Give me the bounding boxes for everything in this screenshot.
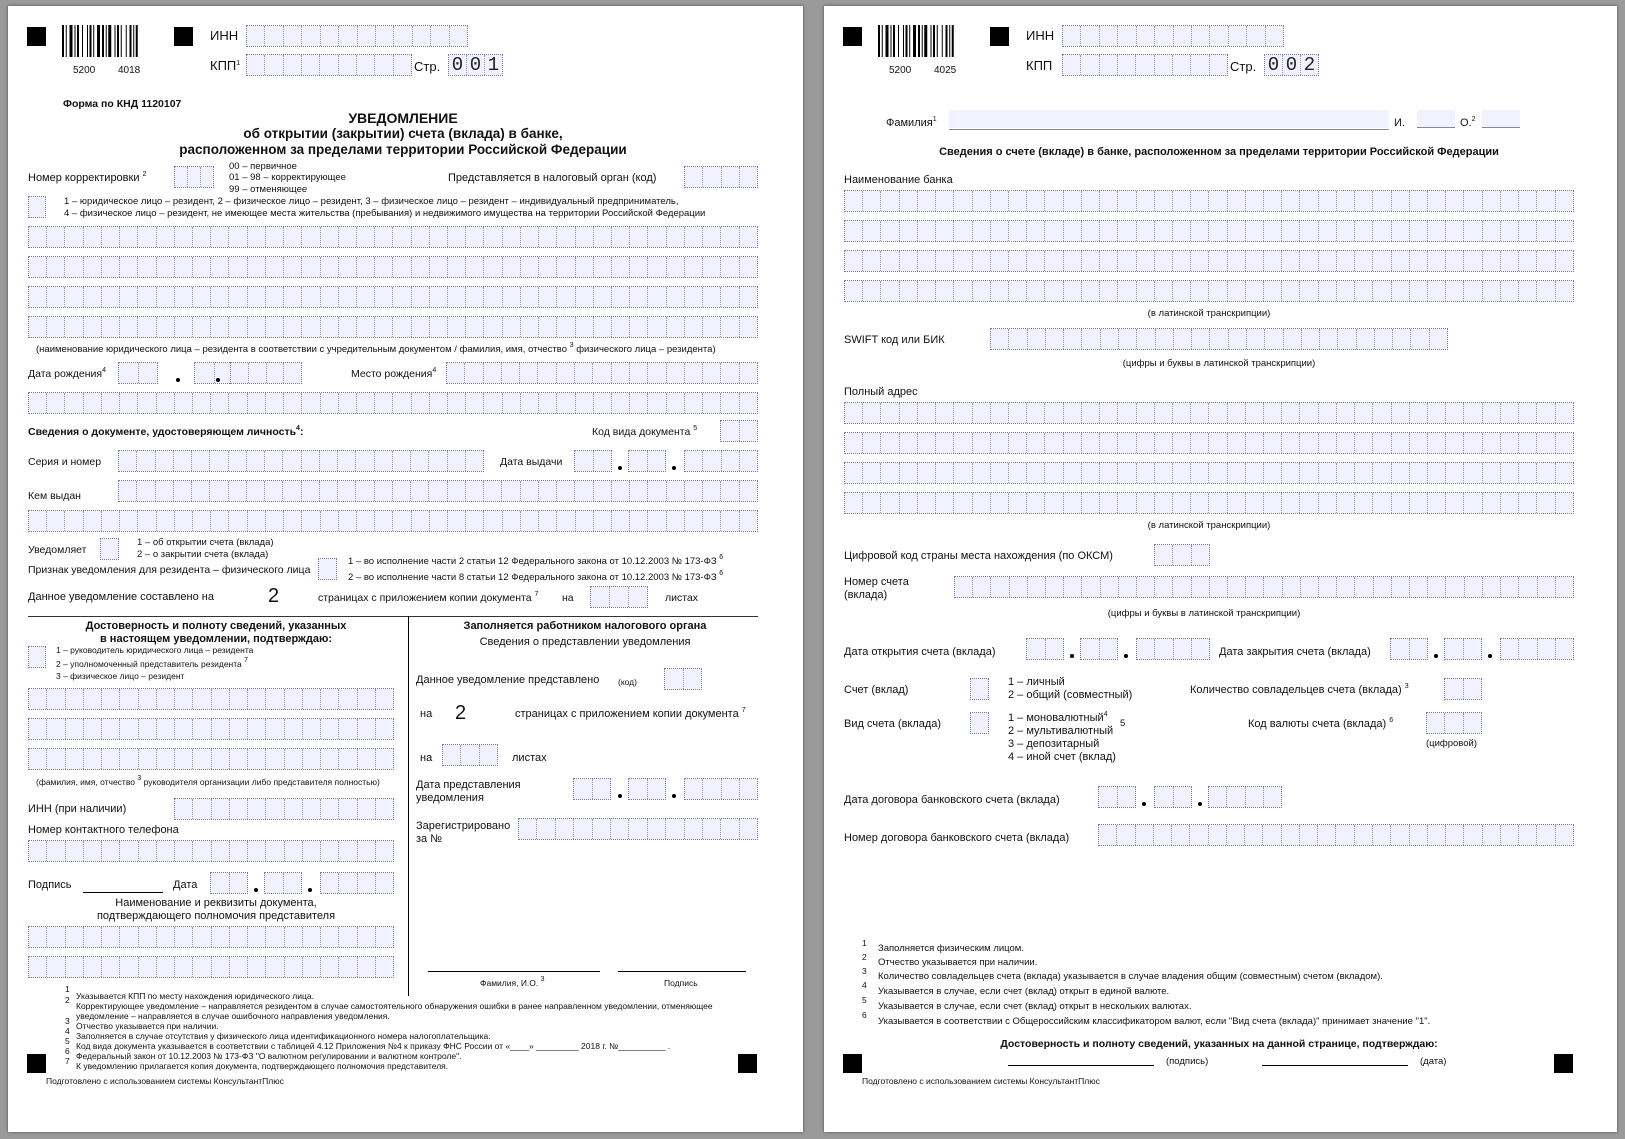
- initial-i-label: И.: [1394, 117, 1405, 129]
- date-separator: [254, 888, 258, 892]
- date-separator: [216, 378, 220, 382]
- footnote: Заполняется в случае отсутствия у физического лица идентификационного номера налогоплательщика.: [76, 1031, 491, 1041]
- registered-label: Зарегистрировано: [416, 820, 511, 832]
- inn-optional-label: ИНН (при наличии): [28, 803, 127, 815]
- acc-type-option: 2 – мультивалютный: [1008, 725, 1114, 737]
- fio-sign-caption: Фамилия, И.О. $^3$: [480, 976, 545, 988]
- corner-marker: [174, 27, 193, 46]
- doc-name-input-line[interactable]: [28, 956, 394, 978]
- column-divider: [408, 616, 409, 996]
- section-divider: [28, 616, 758, 617]
- corner-marker: [990, 27, 1009, 46]
- acc-type-label: Вид счета (вклада): [844, 718, 942, 730]
- bank-name-input-line[interactable]: [844, 190, 1574, 212]
- footnote-number: 1: [65, 984, 70, 994]
- form-page-1: [8, 6, 803, 1132]
- inn-input[interactable]: [246, 25, 468, 47]
- sheets-label: листах: [665, 592, 699, 604]
- inn-label: ИНН: [1026, 28, 1055, 43]
- account-option: 2 – общий (совместный): [1008, 689, 1133, 701]
- address-input-line[interactable]: [844, 492, 1574, 514]
- submission-heading: Сведения о представлении уведомления: [479, 636, 691, 648]
- footnote: Указывается КПП по месту нахождения юридического лица.: [76, 991, 314, 1001]
- contract-month-input[interactable]: [1154, 786, 1192, 808]
- surname-underline: [949, 129, 1389, 130]
- form-code: Форма по КНД 1120107: [63, 98, 182, 110]
- coowners-label: Количество совладельцев счета (вклада) $^3$: [1190, 683, 1409, 696]
- sign-month-input[interactable]: [264, 872, 302, 894]
- issue-month-input[interactable]: [628, 450, 666, 472]
- barcode-number-right: 4018: [118, 65, 141, 76]
- correction-label: Номер корректировки $^2$: [28, 171, 147, 184]
- issue-date-label: Дата выдачи: [500, 456, 563, 468]
- footnote: Указывается в соответствии с Общероссийским классификатором валют, если "Вид счета (вклада)" принимает значение "1".: [878, 1016, 1431, 1027]
- account-number-input[interactable]: [954, 576, 1574, 598]
- date-separator: [672, 794, 676, 798]
- page-label: Стр.: [414, 59, 441, 74]
- footnote-number: 3: [65, 1016, 70, 1026]
- sign-caption: (подпись): [1166, 1056, 1209, 1067]
- sign-option: 2 – во исполнение части 8 статьи 12 Федерального закона от 10.12.2003 № 173-ФЗ $^6$: [348, 570, 724, 583]
- date-separator: [618, 794, 622, 798]
- registered-label: за №: [416, 833, 443, 845]
- name-input-line[interactable]: [28, 256, 758, 278]
- tax-worker-heading: Заполняется работником налогового органа: [463, 620, 707, 632]
- footnote: Отчество указывается при наличии.: [76, 1021, 219, 1031]
- close-day-input[interactable]: [1390, 638, 1428, 660]
- tax-organ-input[interactable]: [684, 166, 758, 188]
- corner-marker: [1554, 1054, 1573, 1073]
- doc-name-input-line[interactable]: [28, 926, 394, 948]
- sign-year-input[interactable]: [320, 872, 394, 894]
- sign-option: 1 – во исполнение части 2 статьи 12 Федерального закона от 10.12.2003 № 173-ФЗ $^6$: [348, 554, 724, 567]
- footnote-number: 6: [65, 1046, 70, 1056]
- person-type-input[interactable]: [28, 196, 46, 218]
- correction-option: 00 – первичное: [229, 161, 297, 172]
- confirm-option: 3 – физическое лицо – резидент: [56, 671, 185, 681]
- kpp-label: КПП$^1$: [210, 58, 241, 73]
- acc-type-footnote: 5: [1120, 718, 1126, 729]
- date-separator: [672, 466, 676, 470]
- date-separator: [1142, 802, 1146, 806]
- code-caption: (код): [618, 677, 637, 687]
- composed-pages-value: 2: [268, 585, 280, 607]
- footnote-number: 5: [862, 995, 867, 1005]
- person-type-text: 4 – физическое лицо – резидент, не имеющее места жительства (пребывания) и недвижимого имущества на территории Российской Федерации: [64, 208, 706, 219]
- submit-date-label: уведомления: [416, 792, 484, 804]
- footnote: К уведомлению прилагается копия документа, подтверждающего полномочия представителя.: [76, 1061, 449, 1071]
- initial-o-label: О.$^2$: [1460, 116, 1476, 129]
- footnote: Указывается в случае, если счет (вклад) открыт в нескольких валютах.: [878, 1001, 1192, 1012]
- name-caption: (наименование юридического лица – резидента в соответствии с учредительным документом / фамилия, имя, отчество $^3$ физического лица – резидента): [36, 342, 716, 355]
- barcode-number-left: 5200: [73, 65, 96, 76]
- submit-date-label: Дата представления: [416, 779, 521, 791]
- footnote-number: 7: [65, 1056, 70, 1066]
- date-separator: [618, 466, 622, 470]
- address-label: Полный адрес: [844, 386, 918, 398]
- bank-name-input-line[interactable]: [844, 280, 1574, 302]
- doc-code-label: Код вида документа $^5$: [592, 425, 698, 438]
- barcode-icon: [62, 25, 166, 57]
- page-digit: 0: [466, 55, 484, 75]
- swift-input[interactable]: [990, 328, 1448, 350]
- address-input-line[interactable]: [844, 402, 1574, 424]
- acc-type-option: 3 – депозитарный: [1008, 738, 1100, 750]
- corner-marker: [738, 1054, 757, 1073]
- contract-year-input[interactable]: [1208, 786, 1282, 808]
- footnote-number: 2: [65, 995, 70, 1005]
- submit-year-input[interactable]: [684, 778, 758, 800]
- footnote-number: 5: [65, 1036, 70, 1046]
- corner-marker: [27, 1054, 46, 1073]
- latin-caption: (в латинской транскрипции): [1147, 520, 1271, 531]
- notify-option: 1 – об открытии счета (вклада): [137, 537, 274, 548]
- close-year-input[interactable]: [1500, 638, 1574, 660]
- open-month-input[interactable]: [1080, 638, 1118, 660]
- series-label: Серия и номер: [28, 456, 102, 468]
- fio-input-line[interactable]: [28, 748, 394, 770]
- kpp-label: КПП: [1026, 58, 1053, 73]
- issued-by-label: Кем выдан: [28, 490, 81, 502]
- surname-input[interactable]: [949, 110, 1389, 128]
- contract-date-label: Дата договора банковского счета (вклада): [844, 794, 1060, 806]
- open-year-input[interactable]: [1136, 638, 1210, 660]
- page-digit: 0: [1282, 55, 1300, 75]
- currency-code-input[interactable]: [1426, 712, 1482, 734]
- birth-place-label: Место рождения$^4$: [351, 367, 437, 380]
- on-label: на: [420, 708, 433, 720]
- account-option: 1 – личный: [1008, 676, 1065, 688]
- confirm-heading: Достоверность и полноту сведений, указанных на данной странице, подтверждаю:: [1000, 1038, 1438, 1050]
- birth-place-input[interactable]: [446, 362, 758, 384]
- signature-label: Подпись: [28, 879, 72, 891]
- contract-number-input[interactable]: [1098, 824, 1574, 846]
- pages-with-label: страницах с приложением копии документа $^7$: [515, 707, 746, 720]
- phone-label: Номер контактного телефона: [28, 824, 179, 836]
- sign-caption: Подпись: [664, 978, 698, 988]
- confirm-heading: Достоверность и полноту сведений, указанных: [85, 620, 347, 632]
- close-date-label: Дата закрытия счета (вклада): [1219, 646, 1371, 658]
- currency-code-label: Код валюты счета (вклада) $^6$: [1248, 717, 1394, 730]
- birth-date-label: Дата рождения$^4$: [28, 367, 106, 380]
- signature-line[interactable]: [1008, 1065, 1154, 1066]
- inn-optional-input[interactable]: [174, 798, 394, 820]
- page-label: Стр.: [1230, 59, 1257, 74]
- page-subtitle: об открытии (закрытии) счета (вклада) в банке,: [243, 126, 563, 141]
- pages-with-label: страницах с приложением копии документа $^7$: [318, 591, 539, 604]
- issued-by-input-line[interactable]: [28, 510, 758, 532]
- correction-option: 99 – отменяющее: [229, 184, 308, 195]
- corner-marker: [27, 27, 46, 46]
- correction-input[interactable]: [174, 166, 214, 188]
- issue-day-input[interactable]: [574, 450, 612, 472]
- signature-line[interactable]: [83, 892, 163, 893]
- page-subtitle: расположенном за пределами территории Российской Федерации: [179, 142, 627, 157]
- page-digit: 0: [1267, 54, 1280, 76]
- submitted-code-input[interactable]: [664, 668, 702, 690]
- page-digit: 1: [484, 55, 502, 75]
- initial-i-input[interactable]: [1417, 110, 1455, 128]
- series-input[interactable]: [118, 450, 484, 472]
- fio-caption: (фамилия, имя, отчество $^3$ руководителя организации либо представителя полностью): [36, 775, 380, 787]
- birth-day-input[interactable]: [118, 362, 158, 384]
- issued-by-input[interactable]: [118, 480, 758, 502]
- footnote-number: 4: [65, 1026, 70, 1036]
- surname-label: Фамилия$^1$: [886, 116, 937, 129]
- date-line[interactable]: [1262, 1065, 1408, 1066]
- confirm-type-input[interactable]: [28, 646, 46, 668]
- footnote-number: 6: [862, 1010, 867, 1020]
- date-separator: [1124, 654, 1128, 658]
- resident-sign-label: Признак уведомления для резидента – физического лица: [28, 564, 311, 576]
- phone-input[interactable]: [28, 840, 394, 862]
- account-number-label: Номер счета: [844, 576, 909, 588]
- page-number: [448, 54, 503, 76]
- account-number-label: (вклада): [844, 589, 888, 601]
- registered-number-input[interactable]: [518, 818, 758, 840]
- inn-label: ИНН: [210, 28, 239, 43]
- issue-year-input[interactable]: [684, 450, 758, 472]
- tax-organ-label: Представляется в налоговый орган (код): [448, 172, 657, 184]
- contract-number-label: Номер договора банковского счета (вклада): [844, 832, 1070, 844]
- footnote-number: 3: [862, 966, 867, 976]
- kpp-input[interactable]: [1062, 54, 1228, 76]
- acc-type-option: 4 – иной счет (вклад): [1008, 751, 1116, 763]
- close-month-input[interactable]: [1444, 638, 1482, 660]
- sheets-input[interactable]: [590, 586, 648, 608]
- inn-input[interactable]: [1062, 25, 1284, 47]
- on-label: на: [562, 592, 574, 604]
- address-input-line[interactable]: [844, 462, 1574, 484]
- initial-o-input[interactable]: [1482, 110, 1520, 128]
- fio-signature-line[interactable]: [428, 971, 600, 972]
- notifies-input[interactable]: [100, 538, 119, 560]
- country-code-input[interactable]: [1154, 544, 1210, 566]
- swift-label: SWIFT код или БИК: [844, 334, 945, 346]
- correction-option: 01 – 98 – корректирующее: [229, 172, 346, 183]
- acc-type-input[interactable]: [970, 712, 989, 734]
- contract-day-input[interactable]: [1098, 786, 1136, 808]
- date-separator: [1070, 654, 1074, 658]
- footnote: Заполняется физическим лицом.: [878, 943, 1024, 954]
- page-digit: 2: [1300, 55, 1318, 75]
- date-label: Дата: [173, 879, 198, 891]
- address-input-line[interactable]: [844, 432, 1574, 454]
- barcode-icon: [878, 25, 982, 57]
- coowners-input[interactable]: [1444, 678, 1482, 700]
- birth-place-input-line[interactable]: [28, 392, 758, 414]
- barcode-number-left: 5200: [889, 65, 912, 76]
- page-digit: 0: [451, 54, 464, 76]
- footnote: Отчество указывается при наличии.: [878, 957, 1038, 968]
- resident-sign-input[interactable]: [318, 558, 337, 580]
- doc-name-caption: Наименование и реквизиты документа,: [115, 897, 317, 909]
- person-type-text: 1 – юридическое лицо – резидент, 2 – физическое лицо – резидент, 3 – физическое лицо – резидент – индивидуальный предприниматель,: [64, 196, 679, 207]
- account-label: Счет (вклад): [844, 684, 909, 696]
- footnote: Указывается в случае, если счет (вклад) открыт в единой валюте.: [878, 986, 1170, 997]
- submitted-label: Данное уведомление представлено: [416, 674, 600, 686]
- open-day-input[interactable]: [1026, 638, 1064, 660]
- name-input-line[interactable]: [28, 286, 758, 308]
- sheets2-input[interactable]: [442, 744, 498, 766]
- on-label: на: [420, 752, 433, 764]
- birth-year-input[interactable]: [230, 362, 302, 384]
- prepared-note: Подготовлено с использованием системы КонсультантПлюс: [862, 1076, 1100, 1086]
- submit-month-input[interactable]: [628, 778, 666, 800]
- composed-label: Данное уведомление составлено на: [28, 591, 214, 603]
- signature-line[interactable]: [618, 971, 746, 972]
- corner-marker: [843, 1054, 862, 1073]
- fio-input-line[interactable]: [28, 688, 394, 710]
- doc-code-input[interactable]: [720, 420, 758, 442]
- doc-name-caption: подтверждающего полномочия представителя: [96, 910, 336, 922]
- form-page-2: [824, 6, 1617, 1132]
- footnote-number: 2: [862, 952, 867, 962]
- date-separator: [308, 888, 312, 892]
- footnote: Федеральный закон от 10.12.2003 № 173-ФЗ "О валютном регулировании и валютном контроле".: [76, 1051, 462, 1061]
- notify-option: 2 – о закрытии счета (вклада): [137, 549, 269, 560]
- name-input-line[interactable]: [28, 226, 758, 248]
- submit-day-input[interactable]: [573, 778, 611, 800]
- bank-name-label: Наименование банка: [844, 174, 953, 186]
- open-date-label: Дата открытия счета (вклада): [844, 646, 996, 658]
- page-title: УВЕДОМЛЕНИЕ: [348, 110, 458, 126]
- page-number: [1264, 54, 1319, 76]
- name-input-line[interactable]: [28, 316, 758, 338]
- doc-info-heading: Сведения о документе, удостоверяющем личность$^4$:: [28, 425, 304, 438]
- footnote: Количество совладельцев счета (вклада) указывается в случае владения общим (совместным) счетом (вкладом).: [878, 971, 1383, 982]
- confirm-option: 2 – уполномоченный представитель резидента $^7$: [56, 657, 249, 669]
- corner-marker: [843, 27, 862, 46]
- sign-day-input[interactable]: [210, 872, 248, 894]
- notifies-label: Уведомляет: [28, 544, 87, 556]
- footnote-number: 1: [862, 938, 867, 948]
- date-separator: [176, 378, 180, 382]
- bank-name-input-line[interactable]: [844, 220, 1574, 242]
- confirm-option: 1 – руководитель юридического лица – резидента: [56, 645, 254, 655]
- footnote: Корректирующее уведомление – направляется резидентом в случае самостоятельного обнаружения ошибки в ранее направленном уведомлении, отменяющее: [76, 1001, 713, 1011]
- account-caption: (цифры и буквы в латинской транскрипции): [1107, 608, 1301, 619]
- pages-value: 2: [455, 702, 467, 724]
- barcode-number-right: 4025: [934, 65, 957, 76]
- kpp-input[interactable]: [246, 54, 412, 76]
- date-caption: (дата): [1420, 1056, 1447, 1067]
- digital-caption: (цифровой): [1426, 738, 1477, 749]
- footnote-number: 4: [862, 980, 867, 990]
- swift-caption: (цифры и буквы в латинской транскрипции): [1122, 358, 1316, 369]
- country-code-label: Цифровой код страны места нахождения (по ОКСМ): [844, 550, 1113, 562]
- date-separator: [1488, 654, 1492, 658]
- birth-month-input[interactable]: [194, 362, 234, 384]
- account-type-input[interactable]: [970, 678, 989, 700]
- prepared-note: Подготовлено с использованием системы КонсультантПлюс: [46, 1076, 284, 1086]
- latin-caption: (в латинской транскрипции): [1147, 308, 1271, 319]
- confirm-heading: в настоящем уведомлении, подтверждаю:: [99, 633, 333, 645]
- bank-name-input-line[interactable]: [844, 250, 1574, 272]
- section-title: Сведения о счете (вкладе) в банке, расположенном за пределами территории Российской Федерации: [939, 146, 1499, 158]
- sheets-label: листах: [512, 752, 547, 764]
- acc-type-option: 1 – моновалютный$^4$: [1008, 711, 1108, 724]
- fio-input-line[interactable]: [28, 718, 394, 740]
- date-separator: [1198, 802, 1202, 806]
- footnote: уведомление – направляется в случае ошибочного направления уведомления.: [76, 1011, 390, 1021]
- date-separator: [1434, 654, 1438, 658]
- footnote: Код вида документа указывается в соответствии с таблицей 4.12 Приложения №4 к приказу ФНС России от «____» _________ 2018 г. №__________ .: [76, 1041, 671, 1051]
